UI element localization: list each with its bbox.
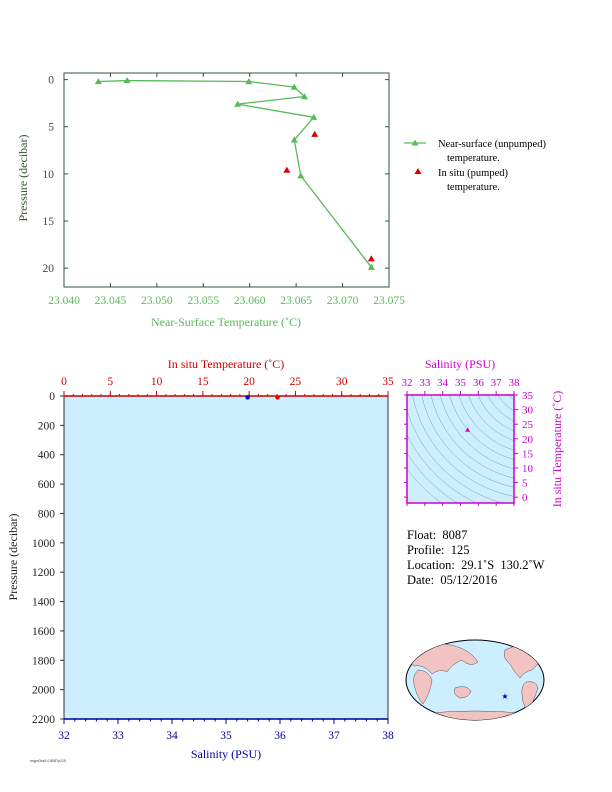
x-tick-label: 23.045: [94, 295, 127, 307]
profile-chart: [6, 357, 394, 761]
float-info-block: [407, 528, 544, 588]
legend-pumped-marker: [415, 168, 422, 174]
float-location-marker: ★: [501, 692, 509, 701]
near-surface-plot-frame: [64, 73, 389, 287]
temperature-tick-label: 30: [335, 376, 348, 388]
x-tick-label: 23.075: [373, 295, 405, 307]
map-antarctica: [420, 711, 530, 724]
pressure-tick-label: 200: [37, 420, 55, 433]
pressure-tick-label: 1600: [32, 625, 55, 638]
ts-y-tick-label: 10: [522, 462, 533, 475]
profile-date: Date: 05/12/2016: [407, 573, 498, 587]
ts-diagram: [374, 205, 612, 535]
ts-y-tick-label: 20: [522, 433, 533, 446]
pumped-temperature-point: [311, 131, 318, 137]
ts-y-tick-label: 25: [522, 419, 533, 432]
salinity-tick-label: 38: [382, 730, 394, 742]
pressure-tick-label: 600: [37, 479, 55, 492]
profile-bottom-axis-label: Salinity (PSU): [190, 747, 262, 761]
ts-x-tick-label: 35: [455, 377, 466, 389]
ts-y-tick-label: 0: [522, 492, 528, 505]
pressure-tick-label: 800: [37, 508, 55, 521]
temperature-tick-label: 15: [197, 376, 209, 388]
near-surface-y-axis-label: Pressure (decibar): [16, 134, 30, 222]
near-surface-series-layer: [95, 77, 375, 270]
unpumped-temperature-point: [297, 172, 304, 178]
ts-plot-area: [407, 395, 514, 503]
x-tick-label: 23.070: [326, 295, 359, 307]
temperature-tick-label: 5: [107, 376, 114, 388]
ts-x-tick-label: 38: [508, 377, 520, 389]
x-tick-label: 23.050: [141, 295, 173, 307]
ts-x-tick-label: 32: [401, 377, 413, 389]
ts-x-tick-label: 37: [490, 377, 502, 389]
pressure-tick-label: 1000: [32, 537, 55, 550]
legend: [404, 139, 546, 193]
pressure-tick-label: 0: [49, 391, 55, 403]
float-location: Location: 29.1˚S 130.2˚W: [407, 558, 545, 572]
ts-x-axis-label: Salinity (PSU): [424, 357, 496, 371]
temperature-point: [275, 395, 279, 399]
legend-unpumped-label: Near-surface (unpumped) temperature.: [438, 139, 546, 164]
pressure-tick-label: 1800: [32, 655, 55, 668]
float-id: Float: 8087: [407, 528, 468, 542]
temperature-tick-label: 10: [150, 376, 163, 388]
x-tick-label: 23.060: [233, 295, 266, 307]
ts-x-tick-label: 34: [437, 377, 449, 389]
near-surface-chart: [16, 73, 546, 329]
x-tick-label: 23.055: [187, 295, 220, 307]
ts-x-tick-label: 36: [472, 377, 484, 389]
unpumped-temperature-line: [98, 81, 371, 268]
ts-x-tick-label: 33: [419, 377, 431, 389]
ts-y-tick-label: 30: [522, 404, 533, 417]
y-tick-label: 10: [42, 168, 54, 181]
y-tick-label: 5: [48, 121, 54, 134]
salinity-tick-label: 37: [328, 730, 340, 742]
pumped-temperature-point: [283, 167, 290, 173]
salinity-tick-label: 35: [220, 730, 232, 742]
y-tick-label: 15: [42, 216, 54, 229]
pressure-tick-label: 2000: [32, 684, 55, 697]
x-tick-label: 23.040: [48, 295, 80, 307]
ts-y-tick-label: 5: [522, 477, 528, 490]
salinity-tick-label: 36: [274, 730, 286, 742]
profile-temperature-axis: [61, 376, 394, 396]
temperature-tick-label: 35: [382, 376, 394, 388]
profile-number: Profile: 125: [407, 543, 470, 557]
ts-y-tick-label: 35: [522, 390, 533, 402]
profile-salinity-axis: [58, 719, 394, 742]
pressure-tick-label: 400: [37, 449, 55, 462]
salinity-tick-label: 34: [166, 730, 178, 742]
y-tick-label: 0: [48, 74, 54, 87]
pressure-tick-label: 1200: [32, 567, 55, 580]
ts-y-tick-label: 15: [522, 448, 533, 461]
salinity-tick-label: 32: [58, 730, 70, 742]
temperature-tick-label: 25: [289, 376, 302, 388]
profile-y-axis-label: Pressure (decibar): [6, 513, 20, 601]
profile-top-axis-label: In situ Temperature (˚C): [167, 357, 285, 371]
pressure-tick-label: 2200: [32, 714, 55, 726]
profile-pressure-axis: [32, 391, 64, 726]
near-surface-y-axis: [43, 75, 390, 276]
ts-y-axis-label: In situ Temperature (˚C): [550, 390, 564, 508]
temperature-tick-label: 20: [243, 376, 255, 388]
temperature-tick-label: 0: [61, 376, 67, 388]
salinity-tick-label: 33: [112, 730, 124, 742]
legend-pumped-label: In situ (pumped) temperature.: [438, 168, 508, 193]
salinity-point: [245, 395, 249, 399]
footer-code: rnqpn3xx5.0 8087p125: [30, 759, 66, 763]
pumped-temperature-point: [368, 255, 375, 261]
near-surface-x-axis: [48, 73, 405, 307]
y-tick-label: 20: [42, 263, 54, 276]
pressure-tick-label: 1400: [32, 596, 55, 609]
world-map: [406, 640, 544, 724]
x-tick-label: 23.065: [280, 295, 312, 307]
profile-plot-area: [64, 396, 388, 719]
near-surface-x-axis-label: Near-Surface Temperature (˚C): [151, 315, 301, 329]
